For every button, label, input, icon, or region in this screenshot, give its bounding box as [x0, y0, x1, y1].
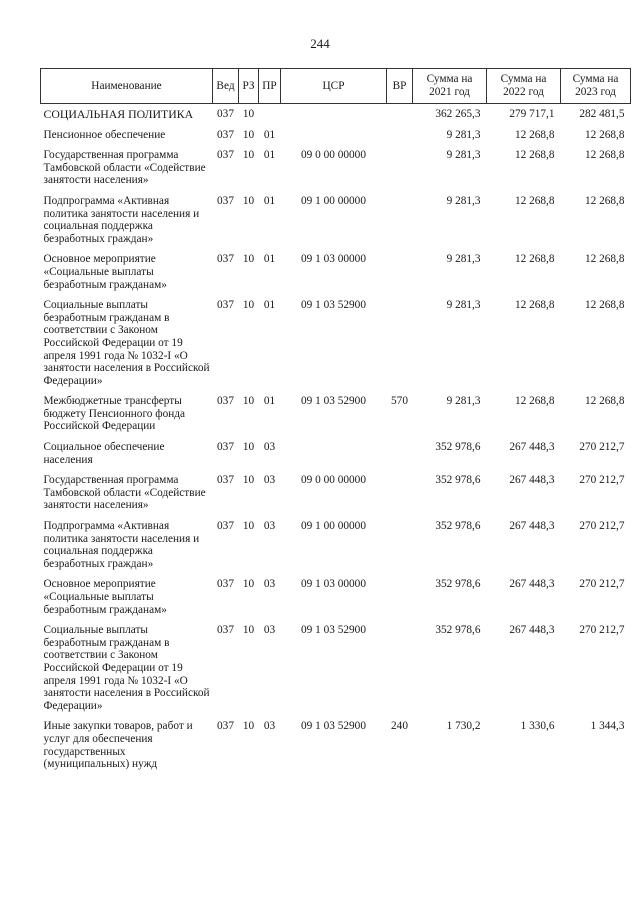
cell-sum-2021: 9 281,3 [446, 149, 481, 162]
cell-rz: 10 [242, 720, 255, 733]
cell-ved: 037 [217, 149, 234, 162]
cell-csr: 09 0 00 00000 [301, 474, 366, 487]
cell-name: Государственная программа Тамбовской области «Содействие занятости населения» [43, 474, 206, 512]
cell-pr [259, 104, 281, 129]
cell-vr [387, 104, 413, 129]
cell-sum-2022: 12 268,8 [514, 395, 555, 408]
cell-csr: 09 1 03 52900 [301, 395, 366, 408]
table-row [41, 129, 631, 150]
cell-sum-2022: 12 268,8 [514, 149, 555, 162]
header-sum-2023: Сумма на 2023 год [561, 69, 631, 104]
cell-sum-2023: 12 268,8 [584, 253, 625, 266]
cell-vr [387, 299, 413, 395]
cell-ved: 037 [217, 108, 234, 120]
cell-csr: 09 1 00 00000 [301, 194, 366, 207]
cell-vr [387, 195, 413, 253]
cell-sum-2022: 279 717,1 [509, 108, 555, 120]
cell-sum-2022: 267 448,3 [509, 520, 555, 533]
header-rz: РЗ [239, 69, 259, 104]
cell-pr: 01 [263, 194, 276, 207]
header-csr: ЦСР [281, 69, 387, 104]
cell-vr: 570 [391, 395, 408, 408]
cell-csr: 09 0 00 00000 [301, 149, 366, 162]
cell-vr [387, 520, 413, 578]
cell-sum-2021: 352 978,6 [435, 520, 481, 533]
cell-pr: 01 [263, 149, 276, 162]
cell-vr [387, 578, 413, 624]
cell-csr: 09 1 03 00000 [301, 578, 366, 591]
cell-ved: 037 [217, 299, 234, 312]
cell-sum-2021: 9 281,3 [446, 299, 481, 312]
cell-ved: 037 [217, 720, 234, 733]
cell-sum-2021: 9 281,3 [446, 128, 481, 141]
header-sum-2021: Сумма на 2021 год [413, 69, 487, 104]
cell-sum-2022: 267 448,3 [509, 474, 555, 487]
cell-csr: 09 1 03 52900 [301, 720, 366, 733]
cell-vr: 240 [391, 720, 408, 733]
cell-name: Социальные выплаты безработным гражданам в соответствии с Законом Российской Федерации от 19 апреля 1991 года № 1032-I «О занятости населения в Российской Федерации» [43, 624, 210, 712]
cell-rz: 10 [242, 253, 255, 266]
cell-sum-2022: 12 268,8 [514, 128, 555, 141]
cell-ved: 037 [217, 194, 234, 207]
cell-sum-2023: 270 212,7 [579, 520, 625, 533]
cell-sum-2021: 9 281,3 [446, 395, 481, 408]
header-name: Наименование [41, 69, 213, 104]
table-row [41, 520, 631, 578]
table-row [41, 195, 631, 253]
cell-rz: 10 [242, 108, 255, 120]
cell-pr: 01 [263, 395, 276, 408]
cell-ved: 037 [217, 578, 234, 591]
cell-pr: 03 [263, 624, 276, 637]
cell-pr: 01 [263, 128, 276, 141]
cell-sum-2022: 12 268,8 [514, 253, 555, 266]
cell-pr: 01 [263, 253, 276, 266]
cell-sum-2022: 12 268,8 [514, 299, 555, 312]
cell-ved: 037 [217, 128, 234, 141]
cell-csr: 09 1 00 00000 [301, 520, 366, 533]
cell-csr [281, 129, 387, 150]
table-row [41, 578, 631, 624]
header-pr: ПР [259, 69, 281, 104]
cell-ved: 037 [217, 395, 234, 408]
cell-csr [281, 441, 387, 474]
cell-csr [281, 104, 387, 129]
cell-sum-2022: 1 330,6 [520, 720, 555, 733]
table-row [41, 395, 631, 441]
cell-rz: 10 [242, 520, 255, 533]
cell-name: Подпрограмма «Активная политика занятости населения и социальная поддержка безработных граждан» [43, 194, 200, 245]
cell-sum-2023: 282 481,5 [579, 108, 625, 120]
cell-pr: 03 [263, 520, 276, 533]
cell-csr: 09 1 03 52900 [301, 299, 366, 312]
page-number: 244 [310, 36, 330, 51]
cell-pr: 03 [263, 578, 276, 591]
budget-table [40, 68, 631, 779]
table-row [41, 104, 631, 129]
cell-name: Пенсионное обеспечение [43, 128, 166, 141]
cell-ved: 037 [217, 474, 234, 487]
cell-pr: 03 [263, 474, 276, 487]
cell-vr [387, 474, 413, 520]
cell-sum-2023: 270 212,7 [579, 441, 625, 454]
cell-rz: 10 [242, 474, 255, 487]
cell-rz: 10 [242, 578, 255, 591]
cell-vr [387, 624, 413, 720]
cell-csr: 09 1 03 52900 [301, 624, 366, 637]
cell-sum-2021: 352 978,6 [435, 578, 481, 591]
cell-name: СОЦИАЛЬНАЯ ПОЛИТИКА [43, 107, 194, 121]
table-row [41, 624, 631, 720]
table-row [41, 253, 631, 299]
cell-sum-2023: 270 212,7 [579, 578, 625, 591]
cell-sum-2023: 270 212,7 [579, 474, 625, 487]
cell-ved: 037 [217, 624, 234, 637]
table-row [41, 720, 631, 778]
cell-ved: 037 [217, 253, 234, 266]
header-sum-2022: Сумма на 2022 год [487, 69, 561, 104]
cell-sum-2021: 1 730,2 [446, 720, 481, 733]
cell-sum-2023: 270 212,7 [579, 624, 625, 637]
table-row [41, 149, 631, 195]
cell-ved: 037 [217, 520, 234, 533]
table-header-row [41, 69, 631, 104]
cell-sum-2023: 12 268,8 [584, 299, 625, 312]
cell-sum-2021: 352 978,6 [435, 441, 481, 454]
cell-vr [387, 129, 413, 150]
cell-sum-2023: 12 268,8 [584, 395, 625, 408]
cell-rz: 10 [242, 624, 255, 637]
cell-pr: 01 [263, 299, 276, 312]
cell-sum-2023: 12 268,8 [584, 149, 625, 162]
cell-rz: 10 [242, 128, 255, 141]
cell-sum-2021: 352 978,6 [435, 474, 481, 487]
table-row [41, 474, 631, 520]
cell-sum-2023: 12 268,8 [584, 128, 625, 141]
cell-rz: 10 [242, 395, 255, 408]
cell-csr: 09 1 03 00000 [301, 253, 366, 266]
table-row [41, 441, 631, 474]
cell-sum-2021: 9 281,3 [446, 194, 481, 207]
cell-vr [387, 149, 413, 195]
cell-sum-2021: 352 978,6 [435, 624, 481, 637]
cell-sum-2023: 1 344,3 [590, 720, 625, 733]
header-ved: Вед [213, 69, 239, 104]
cell-sum-2022: 267 448,3 [509, 624, 555, 637]
cell-rz: 10 [242, 194, 255, 207]
cell-name: Основное мероприятие «Социальные выплаты безработным гражданам» [43, 253, 167, 291]
cell-rz: 10 [242, 149, 255, 162]
cell-vr [387, 441, 413, 474]
table-row [41, 299, 631, 395]
cell-sum-2021: 362 265,3 [435, 108, 481, 120]
cell-sum-2022: 267 448,3 [509, 578, 555, 591]
cell-rz: 10 [242, 441, 255, 454]
cell-name: Иные закупки товаров, работ и услуг для обеспечения государственных (муниципальных) нужд [43, 720, 193, 771]
cell-name: Подпрограмма «Активная политика занятости населения и социальная поддержка безработных граждан» [43, 520, 200, 570]
cell-name: Межбюджетные трансферты бюджету Пенсионного фонда Российской Федерации [43, 395, 186, 433]
cell-rz: 10 [242, 299, 255, 312]
cell-pr: 03 [263, 720, 276, 733]
cell-sum-2022: 267 448,3 [509, 441, 555, 454]
cell-name: Социальные выплаты безработным гражданам в соответствии с Законом Российской Федерации от 19 апреля 1991 года № 1032-I «О занятости населения в Российской Федерации» [43, 299, 210, 387]
cell-vr [387, 253, 413, 299]
cell-name: Основное мероприятие «Социальные выплаты безработным гражданам» [43, 578, 167, 616]
cell-name: Государственная программа Тамбовской области «Содействие занятости населения» [43, 149, 206, 187]
cell-name: Социальное обеспечение населения [43, 441, 165, 466]
cell-sum-2022: 12 268,8 [514, 194, 555, 207]
cell-ved: 037 [217, 441, 234, 454]
header-vr: ВР [387, 69, 413, 104]
cell-sum-2023: 12 268,8 [584, 194, 625, 207]
cell-sum-2021: 9 281,3 [446, 253, 481, 266]
cell-pr: 03 [263, 441, 276, 454]
